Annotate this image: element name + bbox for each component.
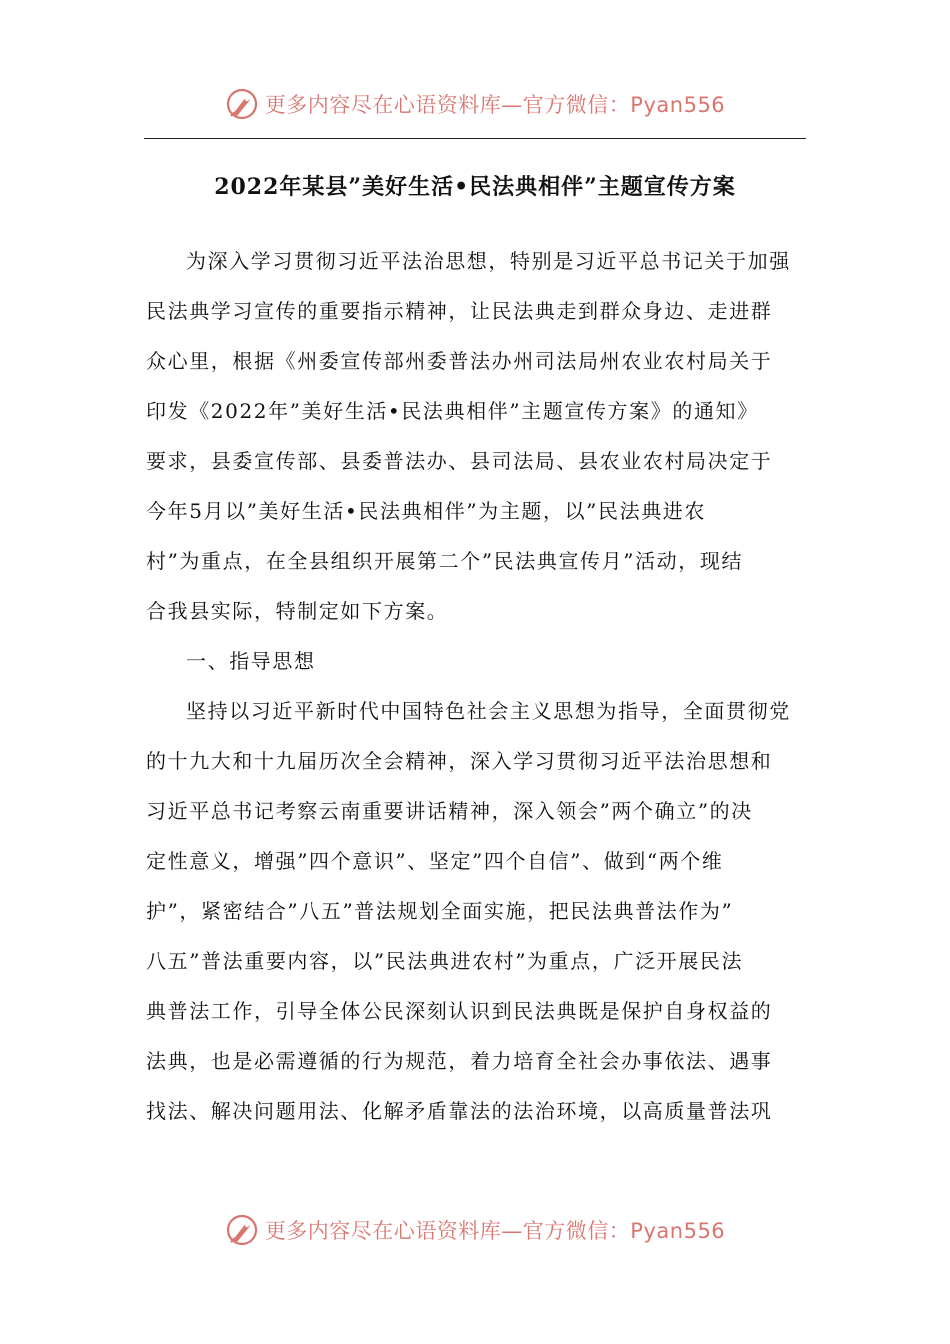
text-line: 找法、解决问题用法、化解矛盾靠法的法治环境，以高质量普法巩 — [146, 1099, 773, 1123]
text-line: 护”，紧密结合”八五”普法规划全面实施，把民法典普法作为” — [146, 899, 734, 923]
pen-nib-logo-icon — [225, 87, 259, 121]
text-line: 要求，县委宣传部、县委普法办、县司法局、县农业农村局决定于 — [146, 449, 773, 473]
text-line: 印发《2022年”美好生活•民法典相伴”主题宣传方案》的通知》 — [146, 399, 759, 423]
text-line: 法典，也是必需遵循的行为规范，着力培育全社会办事依法、遇事 — [146, 1049, 773, 1073]
section-heading: 一、指导思想 — [186, 649, 316, 673]
text-line: 合我县实际，特制定如下方案。 — [146, 599, 449, 623]
text-line: 八五”普法重要内容，以”民法典进农村”为重点，广泛开展民法 — [146, 949, 744, 973]
text-line: 众心里，根据《州委宣传部州委普法办州司法局州农业农村局关于 — [146, 349, 773, 373]
pen-nib-logo-icon — [225, 1213, 259, 1247]
watermark-text: 更多内容尽在心语资料库—官方微信：Pyan556 — [264, 1219, 726, 1243]
text-line: 村”为重点，在全县组织开展第二个”民法典宣传月”活动，现结 — [146, 549, 744, 573]
document-body — [146, 236, 806, 1136]
header-watermark — [0, 86, 950, 122]
header-divider — [144, 138, 806, 139]
document-title: 2022年某县”美好生活•民法典相伴”主题宣传方案 — [214, 174, 736, 200]
text-line: 的十九大和十九届历次全会精神，深入学习贯彻习近平法治思想和 — [146, 749, 773, 773]
footer-watermark — [0, 1212, 950, 1248]
watermark-text: 更多内容尽在心语资料库—官方微信：Pyan556 — [264, 93, 726, 117]
text-line: 民法典学习宣传的重要指示精神，让民法典走到群众身边、走进群 — [146, 299, 773, 323]
text-line: 习近平总书记考察云南重要讲话精神，深入领会”两个确立”的决 — [146, 799, 753, 823]
text-line: 坚持以习近平新时代中国特色社会主义思想为指导，全面贯彻党 — [186, 699, 791, 723]
text-line: 典普法工作，引导全体公民深刻认识到民法典既是保护自身权益的 — [146, 999, 773, 1023]
text-line: 为深入学习贯彻习近平法治思想，特别是习近平总书记关于加强 — [186, 249, 791, 273]
text-line: 定性意义，增强”四个意识”、坚定”四个自信”、做到“两个维 — [146, 849, 724, 873]
text-line: 今年5月以”美好生活•民法典相伴”为主题，以”民法典进农 — [146, 499, 706, 523]
